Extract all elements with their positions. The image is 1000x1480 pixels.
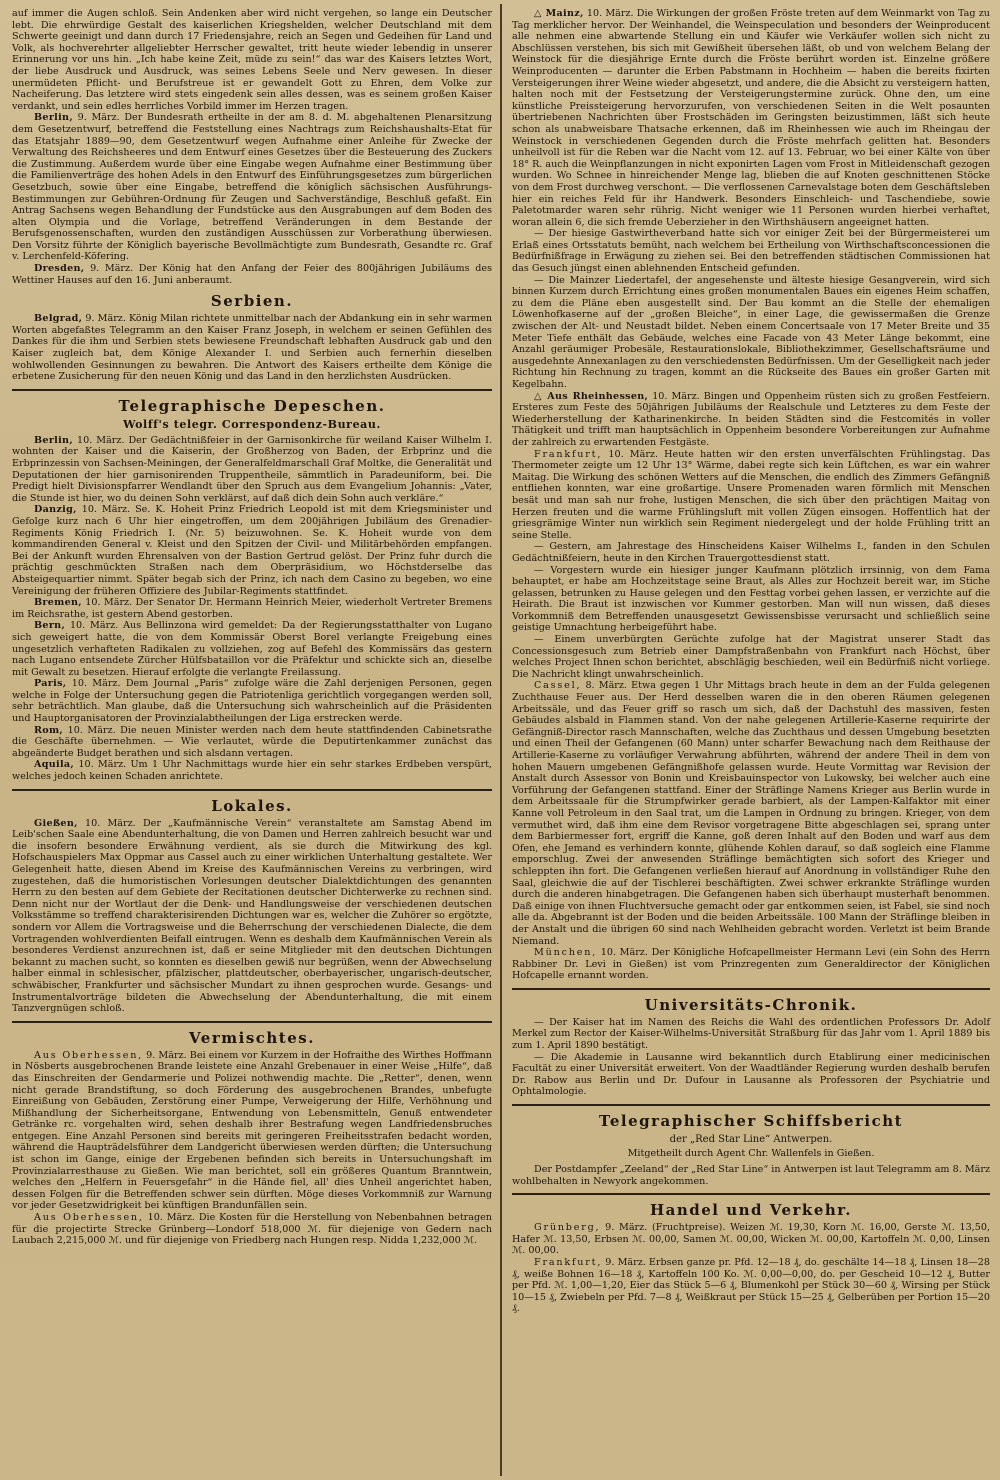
article-body: 10. März. Die Wirkungen der großen Fröste treten auf dem Weinmarkt von Tag zu Tag merklicher hervor. Der Weinhandel, die Weinspeculation und besonders der Weinproducent alle nehmen eine abwartende Stellung ein und Käufer wie Verkäufer wollen sich nicht zu Abschlüssen verstehen, bis sich mit Gewißheit übersehen läßt, ob und von welchem Belang der Weinstock für die diesjährige Ernte durch die Fröste berührt worden ist. Einzelne größere Weinproducenten — darunter die Erben Pabstmann in Hochheim — haben die bereits fixirten Versteigerungen ihrer Weine wieder abgesetzt, und andere, die die Absicht zu versteigern hatten, halten noch mit der Festsetzung der Versteigerungstermine zurück. Ohne den, um eine künstliche Preissteigerung hervorzurufen, von verschiedenen Seiten in die Welt posaunten übertriebenen Nachrichten über Frostschäden im Geringsten beizustimmen, läßt sich heute schon als unabweisbare Thatsache erkennen, daß im Rheinhessen wie auch im Rheingau der Weinstock in verschiedenen Gegenden durch die Fröste mehrfach gelitten hat. Besonders unheilvoll ist für die Reben war die Nacht vom 12. auf 13. Februar, wo bei einer Kälte von über 18° R. auch die Weinpflanzungen in nicht exponirten Lagen vom Frost in Mitleidenschaft gezogen wurden. Wo Schnee in hinreichender Menge lag, blieben die auf Knoten geschnittenen Stöcke von dem Frost durchweg verschont. — Die verflossenen Carnevalstage boten dem Geschäftsleben hier ein reiches Feld für ihr Handwerk. Besonders Einschleich- und Taschendiebe, sowie Paletotmarder waren sehr rührig. Nicht weniger wie 11 Personen wurden hierbei verhaftet, woran allein 6, die sich fremde Ueberzieher in den Wirthshäusern angeeignet hatten. [512,8,990,228]
heading-vermischtes: Vermischtes. [189,1028,315,1047]
article-body: 10. März. Aus Bellinzona wird gemeldet: Da der Regierungsstatthalter von Lugano sich geweigert hatte, die von dem Kommissär Oberst Borel verlangte Freigebung eines ungesetzlich verhafteten Radikalen zu vollziehen, zog auf Befehl des Kommissärs das gestern nach Lugano entsendete Zürcher Hülfsbataillon vor die Präfektur und schickte sich an, dieselbe mit Gewalt zu besetzen. Hierauf erfolgte die verlangte Freilassung. [12,620,492,678]
dateline: Gießen, [34,817,78,829]
column-divider [500,4,502,1476]
dateline: Aus Oberhessen, [34,1049,144,1061]
section-rule [512,1104,990,1106]
article-body: 8. März. Etwa gegen 1 Uhr Mittags brach heute in dem an der Fulda gelegenen Zuchthause Feuer aus. Der Herd desselben waren die in den oberen Räumen gelegenen Arbeitssäle, und das Feuer griff so rasch um sich, daß der Dachstuhl des massiven, festen Gebäudes alsbald in Flammen stand. Von der nahe gelegenen Artillerie-Kaserne requirirte der Gefängniß-Director rasch Mannschaften, welche das Zuchthaus und dessen Umgebung besetzten und einen Theil der Gefangenen (60 Mann) unter scharfer Bewachung nach dem Reithause der Artillerie-Kaserne zu vorläufiger Verwahrung abführten, während der andere Theil in dem von hohen Mauern umgebenen Gefängnißhofe gelassen wurde. Heute Vormittag war Revision der Anstalt durch Assessor von Bonin und Kreisbauinspector von Lukowsky, bei welcher auch eine Vorführung der Gefangenen stattfand. Einer der Sträflinge Namens Krieger aus Berlin wurde in dem Arbeitssaale für die Strumpfwirker gerade barbiert, als der Lampen-Kalfaktor mit einer Kanne voll Petroleum in den Saal trat, um die Lampen in Ordnung zu bringen. Krieger, von dem vermuthet wird, daß ihm eine dem Revisor vorgetragene Bitte abgeschlagen sei, sprang unter dem Barbiermesser fort, ergriff die Kanne, goß deren Inhalt auf den Boden und warf aus dem Ofen, ehe Jemand es verhindern konnte, glühende Kohlen darauf, so daß sogleich eine Flamme emporschlug. Zwei der anwesenden Sträflinge bemächtigten sich sofort des Krieger und schleppten ihn fort. Die Gefangenen verließen hierauf auf Anordnung in vollständiger Ruhe den Saal, gleichwie die auf der Tischlerei beschäftigten. Zwei schwer erkrankte Sträflinge wurden durch die anderen hinabgetragen. Die Gefangenen haben sich überhaupt musterhaft benommen. Daß einige von ihnen Fluchtversuche gemacht oder gar entkommen seien, ist Fabel, sie sind noch alle da. Abgebrannt ist der Boden und die beiden Arbeitssäle. 100 Mann der Sträflinge bleiben in der Anstalt und die übrigen 60 sind nach Wehlheiden gebracht worden. Verletzt ist beim Brande Niemand. [512,680,990,947]
dateline: Berlin, [34,434,73,446]
article-body: 10. März. Dem Journal „Paris“ zufolge wäre die Zahl derjenigen Personen, gegen welche in Folge der Untersuchung gegen die Patriotenliga gerichtlich vorgegangen werden soll, sehr beträchtlich. Man glaube, daß die Untersuchung sich wahrscheinlich auf die Präsidenten und Hauptorganisatoren der Provinzialabtheilungen der Liga erstrecken werde. [12,678,492,725]
article-frankfurt-preise [512,1257,990,1315]
article-univ-lausanne: — Die Akademie in Lausanne wird bekanntlich durch Etablirung einer medicinischen Facultät zu einer Universität erweitert. Von der Waadtländer Regierung wurden deshalb berufen Dr. Rabow aus Berlin und Dr. Dufour in Lausanne als Professoren der Psychiatrie und Ophtalmologie. [512,1051,990,1098]
article-body: 10. März. Um 1 Uhr Nachmittags wurde hier ein sehr starkes Erdbeben verspürt, welches jedoch keinen Schaden anrichtete. [12,759,492,783]
heading-handel-verkehr: Handel und Verkehr. [649,1201,853,1220]
article-body: 9. März. König Milan richtete unmittelbar nach der Abdankung ein in sehr warmen Worten abgefaßtes Telegramm an den Kaiser Franz Joseph, in welchem er seinen Gefühlen des Dankes für die ihm und Serbien stets bewiesene Freundschaft lebhaften Ausdruck gab und den Kaiser zugleich bat, dem Könige Alexander I. und Serbien auch fernerhin dieselben wohlwollenden Gesinnungen zu bewahren. Die Antwort des Kaisers ertheilte dem Könige die erbetene Zusicherung für den neuen König und das Land in den herzlichsten Ausdrücken. [12,313,492,383]
article-oberhessen-bahnen [12,1212,492,1247]
subheading-red-star-line: der „Red Star Line“ Antwerpen. [669,1134,833,1146]
dateline: Bremen, [34,597,82,609]
dateline: Danzig, [34,504,77,516]
heading-telegraphische-depeschen: Telegraphische Depeschen. [118,396,386,415]
dateline: Bern, [34,620,66,632]
dateline: △ Mainz, [534,8,584,19]
article-frankfurt-fruehling [512,449,990,542]
article-belgrad [12,313,492,383]
article-body: 10. März. Die neuen Minister werden nach dem heute stattfindenden Cabinetsrathe die Geschäfte übernehmen. — Wie verlautet, würde die Deputirtenkammer zunächst das abgeänderte Budget berathen und sich alsdann vertagen. [12,724,492,759]
article-paris [12,678,492,724]
article-gruenberg-preise [512,1222,990,1257]
article-body: 10. März. Der „Kaufmännische Verein“ veranstaltete am Samstag Abend im Leib'schen Saale eine Abendunterhaltung, die von Damen und Herren zahlreich besucht war und die insofern besondere Erwähnung verdient, als sie durch die Mitwirkung des kgl. Hofschauspielers Max Oppmar aus Cassel auch zu einer wirklichen Unterhaltung gestaltete. Wer Gelegenheit hatte, diesen Abend im Kreise des Kaufmännischen Vereins zu verbringen, wird zugestehen, daß die humoristischen Vorlesungen deutscher Dialektdichtungen des genannten Herrn zu den besten auf dem Gebiete der Recitationen deutscher Dichterwerke zu rechnen sind. Denn nicht nur der Wortlaut der die Denk- und Handlungsweise der verschiedenen deutschen Volksstämme so treffend charakterisirenden Dichtungen war es, welcher die Zuhörer so ergötzte, sondern vor Allem die Vortragsweise und die Beherrschung der verschiedenen Dialecte, die dem Vortragenden wohlverdienten Beifall eintrugen. Wenn es deshalb dem Kaufmännischen Verein als besonderes Verdienst anzurechnen ist, daß er seine Mitglieder mit den deutschen Dichtungen bekannt zu machen sucht, so konnten es dieselben gewiß nur begrüßen, wenn der Abwechselung halber einmal in schlesischer, pfälzischer, plattdeutscher, oberbayerischer, ungarisch-deutscher, schwäbischer, Frankfurter und sächsischer Mundart zu ihnen gesprochen wurde. Gesangs- und Instrumentalvorträge bildeten die Abwechselung der Abendunterhaltung, die mit einem Tanzvergnügen schloß. [12,817,492,1015]
section-rule [12,389,492,391]
heading-universitaets-chronik: Universitäts-Chronik. [644,995,858,1014]
article-bremen [12,597,492,620]
article-rheinhessen [512,391,990,449]
article-frankfurt-gedaechtnis: — Gestern, am Jahrestage des Hinscheidens Kaiser Wilhelms I., fanden in den Schulen Gedächtnißfeiern, heute in den Kirchen Trauergottesdienst statt. [512,541,990,564]
section-rule [512,988,990,990]
subheading-agent: Mitgetheilt durch Agent Chr. Wallenfels in Gießen. [627,1148,875,1160]
article-giessen [12,818,492,1015]
article-aquila [12,759,492,782]
article-body: 10. März. Bingen und Oppenheim rüsten sich zu großen Festfeiern. Ersteres zum Feste des 50jährigen Jubiläums der Realschule und Letzteres zu dem Feste der Wiederherstellung der Katharinenkirche. In beiden Städten sind die Festcomités in voller Thätigkeit und trifft man hauptsächlich in Oppenheim besondere Vorbereitungen zur Aufnahme der zahlreich zu erwartenden Festgäste. [512,390,990,448]
dateline: Berlin, [34,112,73,124]
article-oberhessen-brand [12,1050,492,1212]
article-frankfurt-kaufmann: — Vorgestern wurde ein hiesiger junger Kaufmann plötzlich irrsinnig, von dem Fama behauptet, er habe am Hochzeitstage seine Braut, als Alles zur Hochzeit bereit war, im Stiche gelassen, betrunken zu Hause gelegen und den Festtag vorbei gehen lassen, er verzichte auf die Heirath. Die Braut ist inzwischen vor Kummer gestorben. Man will nun wissen, daß dieses Vorkommniß dem Betreffenden unausgesetzt Gewissensbisse verursacht und schließlich seine geistige Umnachtung herbeigeführt habe. [512,564,990,634]
article-body: 9. März. Bei einem vor Kurzem in der Hofraithe des Wirthes Hoffmann in Nösberts ausgebrochenen Brande leistete eine Anzahl Grebenauer in einer Weise „Hilfe“, daß das Einschreiten der Gendarmerie und Polizei nothwendig machte. Die „Retter“, denen, wenn nicht gerade Brandstiftung, so doch Förderung des ausgebrochenen Brandes, unbefugte Einreißung von Gebäuden, Zerstörung einer Pumpe, Verweigerung der Hilfe, Verhöhnung und Mißhandlung der Sicherheitsorgane, Entwendung von Lebensmitteln, Genuß entwendeter Getränke rc. vorgehalten wird, sehen deshalb ihrer Bestrafung wegen Landfriedensbruches entgegen. Eine Anzahl Personen sind bereits mit geringeren Freiheitsstrafen bedacht worden, während die Haupträdelsführer dem Landgericht überwiesen werden dürften; die Untersuchung ist schon im Gange, einige der Ergebenen befinden sich bereits in Untersuchungshaft im Provinzialarresthause zu Gießen. Wie man berichtet, soll ein größeres Quantum Branntwein, welches den „Helfern in Feuersgefahr“ in die Hände fiel, all' dies Unheil angerichtet haben, dessen Folgen für die Betreffenden schwer sein dürften. Möge dieses Vorkommniß zur Warnung vor jeder Gesetzwidrigkeit bei künftigen Brandunfällen sein. [12,1049,492,1212]
heading-lokales: Lokales. [211,796,293,815]
dateline: München, [534,947,598,959]
subheading-wolff-bureau: Wolff's telegr. Correspondenz-Bureau. [123,417,381,431]
right-column [512,8,990,1315]
article-mainz-liedertafel: — Die Mainzer Liedertafel, der angesehenste und älteste hiesige Gesangverein, wird sich binnen Kurzem durch Errichtung eines großen monumentalen Baues ein eigenes Heim schaffen, zu dem die Pläne eben ausgestellt sind. Der Bau kommt an die Stelle der ehemaligen Löwenhofkaserne auf der „großen Bleiche“, in einer Lage, die gewissermaßen die Grenze zwischen der Alt- und Neustadt bildet. Neben einem Concertsaale von 17 Meter Breite und 35 Meter Tiefe enthält das Gebäude, welches eine Facade von 43 Meter Länge bekommt, eine Anzahl geräumiger Probesäle, Restaurationslokale, Bibliothekzimmer, Gesellschaftsräume und ausgedehnte Annexanlagen zu den verschiedensten Bedürfnissen. Um der Geselligkeit nach jeder Richtung hin Rechnung zu tragen, kommt an die Rückseite des Baues ein großer Garten mit Kegelbahn. [512,274,990,390]
article-muenchen [512,947,990,982]
article-intro: auf immer die Augen schloß. Sein Andenken aber wird nicht vergehen, so lange ein Deutscher lebt. Die ehrwürdige Gestalt des kaiserlichen Kriegshelden, welcher Deutschland mit dem Schwerte geeinigt und dann durch 17 Friedensjahre, reich an Segen und Gedeihen für Land und Volk, als hochverehrter allgeliebter Herrscher gewaltet, tritt heute wieder lebendig in unserer Erinnerung vor uns hin. „Ich habe keine Zeit, müde zu sein!“ das war des Kaisers letztes Wort, der liebe Ausdruck und Ausdruck, was seines Lebens Seele und Nerv gewesen. In dieser unermüdeten Pflicht- und Berufstreue ist er gewandelt Gott zu Ehren, dem Volke zur Nacheiferung. Das letztere wird stets eingedenk sein alles dessen, was es seinem großen Kaiser verdankt, und sein edles herrliches Vorbild immer im Herzen tragen. [12,8,492,112]
heading-schiffsbericht: Telegraphischer Schiffsbericht [598,1112,904,1131]
article-berlin-gedaechtnis [12,435,492,505]
article-dresden [12,263,492,286]
dateline: Frankfurt, [534,448,603,460]
article-body: 10. März. Der Gedächtnißfeier in der Garnisonkirche für weiland Kaiser Wilhelm I. wohnten der Kaiser und die Kaiserin, der Großherzog von Baden, der Erbprinz und die Erbprinzessin von Sachsen-Meiningen, der Generalfeldmarschall Graf Moltke, die Generalität und Deputationen der hier garnisonirenden Truppentheile, sämmtlich in Paradeuniform, bei. Die Predigt hielt Divisionspfarrer Wendlandt über den Spruch aus dem Evangelium Johannis: „Vater, die Stunde ist hier, wo du deinen Sohn verklärst, auf daß dich dein Sohn auch verkläre.“ [12,434,492,504]
article-rom [12,725,492,760]
article-univ-strassburg: — Der Kaiser hat im Namen des Reichs die Wahl des ordentlichen Professors Dr. Adolf Merkel zum Rector der Kaiser-Wilhelms-Universität Straßburg für das Jahr vom 1. April 1889 bis zum 1. April 1890 bestätigt. [512,1016,990,1052]
dateline: Belgrad, [34,313,83,325]
dateline: △ Aus Rheinhessen, [534,390,649,402]
dateline: Dresden, [34,263,85,275]
article-body: 10. März. Der Senator Dr. Hermann Heinrich Meier, wiederholt Vertreter Bremens im Reichsrathe, ist gestern Abend gestorben. [12,597,492,620]
article-berlin-bundesrath [12,112,492,263]
dateline: Aus Oberhessen, [34,1212,144,1224]
heading-serbien: Serbien. [210,292,294,311]
left-column [12,8,492,1247]
article-body: 10. März. Der Königliche Hofcapellmeister Hermann Levi (ein Sohn des Herrn Rabbiner Dr. Levi in Gießen) ist vom Prinzregenten zum Generaldirector der Königlichen Hofcapelle ernannt worden. [512,947,990,982]
article-body: 10. März. Die Kosten für die Herstellung von Nebenbahnen betragen für die projectirte Strecke Grünberg—Londorf 518,000 ℳ. für diejenige von Gedern nach Laubach 2,215,000 ℳ. und für diejenige von Friedberg nach Hungen resp. Nidda 1,232,000 ℳ. [12,1212,492,1247]
article-frankfurt-bahn: — Einem unverbürgten Gerüchte zufolge hat der Magistrat unserer Stadt das Concessionsgesuch zum Betrieb einer Dampfstraßenbahn von Frankfurt nach Höchst, über welches Project Ihnen schon berichtet, abschlägig beschieden, weil ein Bedürfniß nicht vorliege. Die Nachricht klingt unwahrscheinlich. [512,634,990,680]
article-danzig [12,504,492,597]
dateline: Grünberg, [534,1222,601,1234]
article-bern [12,620,492,678]
article-cassel [512,680,990,947]
dateline: Rom, [34,724,64,736]
dateline: Cassel, [534,680,582,692]
article-body: 9. März. Der Bundesrath ertheilte in der am 8. d. M. abgehaltenen Plenarsitzung dem Gesetzentwurf, betreffend die Feststellung eines Nachtrags zum Reichshaushalts-Etat für das Etatsjahr 1889—90, dem Gesetzentwurf wegen Aufnahme einer Anleihe für Zwecke der Verwaltung des Reichsheeres und dem Entwurf eines Gesetzes über die Besteuerung des Zuckers die Zustimmung. Außerdem wurde über eine Eingabe wegen Aufnahme einer Bestimmung über die Familienverträge des hohen Adels in den Entwurf des Einführungsgesetzes zum bürgerlichen Gesetzbuch, sowie über eine Eingabe, betreffend die königlich sächsischen Ausführungs-Bestimmungen zur Gebühren-Ordnung für Zeugen und Sachverständige, Beschluß gefaßt. Ein Antrag Sachsens wegen Behandlung der Fundstücke aus den Ausgrabungen auf dem Boden des alten Olympia und die Vorlage, betreffend Veränderungen in dem Bestande der Berufsgenossenschaften, wurden den zuständigen Ausschüssen zur Vorberathung überwiesen. Den Vorsitz führte der Königlich bayerische Bevollmächtigte zum Bundesrath, Gesandte rc. Graf v. Lerchenfeld-Köfering. [12,112,492,263]
section-rule [12,1021,492,1023]
article-body: 9. März. Der König hat den Anfang der Feier des 800jährigen Jubiläums des Wettiner Hauses auf den 16. Juni anberaumt. [12,263,492,286]
dateline: Frankfurt, [534,1257,603,1268]
article-body: 9. März. Erbsen ganze pr. Pfd. 12—18 ₰, do. geschälte 14—18 ₰, Linsen 18—28 ₰, weiße Bohnen 16—18 ₰, Kartoffeln 100 Ko. ℳ. 0,00—0,00, do. per Gescheid 10—12 ₰, Butter per Pfd. ℳ. 1,00—1,20, Eier das Stück 5—6 ₰, Blumenkohl per Stück 30—60 ₰, Wirsing per Stück 10—15 ₰, Zwiebeln per Pfd. 7—8 ₰, Weißkraut per Stück 15—25 ₰, Gelberüben per Portion 15—20 ₰. [512,1257,990,1315]
article-body: 10. März. Heute hatten wir den ersten unverfälschten Frühlingstag. Das Thermometer zeigte um 12 Uhr 13° Wärme, dabei regte sich kein Lüftchen, es war ein wahrer Maitag. Die Wirkung des schönen Wetters auf die Menschen, die endlich des Zimmers Gefängniß entfliehen konnten, war eine großartige. Unsere Promenaden waren förmlich mit Menschen besät und man sah nur frohe, lustigen Menschen, die sich über den prächtigen Maitag von Herzen freuten und die warme Frühlingsluft mit vollen Zügen einsogen. Hoffentlich hat der griesgrämige Winter nun wirklich sein Regiment niedergelegt und der holde Frühling tritt an seine Stelle. [512,448,990,541]
dateline: Aquila, [34,759,75,771]
article-mainz [512,8,990,228]
section-rule [12,789,492,791]
section-rule [512,1193,990,1195]
article-body: 10. März. Se. K. Hoheit Prinz Friedrich Leopold ist mit dem Kriegsminister und Gefolge kurz nach 6 Uhr hier eingetroffen, um dem 200jährigen Jubiläum des Grenadier-Regiments König Friedrich I. (Nr. 5) beizuwohnen. Se. K. Hoheit wurde von dem kommandirenden General v. Kleist und den Spitzen der Civil- und Militärbehörden empfangen. Bei der Ankunft wurden Ehrensalven von der Bastion Gertrud gelöst. Der Prinz fuhr durch die prächtig geschmückten Straßen nach dem Oberpräsidium, wo Höchstderselbe das Absteigequartier nimmt. Später begab sich der Prinz, ich nach dem Casino zu begeben, wo eine Vereinigung der früheren Offiziere des Jubilar-Regiments stattfindet. [12,504,492,597]
article-mainz-gastwirte: — Der hiesige Gastwirtheverband hatte sich vor einiger Zeit bei der Bürgermeisterei um Erlaß eines Ortsstatuts bemüht, nach welchem bei Ertheilung von Wirthschaftsconcessionen die Bedürfnißfrage in Erwägung zu ziehen sei. Bei den betreffenden städtischen Commissionen hat das Gesuch jüngst einen ablehnenden Entscheid gefunden. [512,228,990,275]
article-body: 9. März. (Fruchtpreise). Weizen ℳ. 19,30, Korn ℳ. 16,00, Gerste ℳ. 13,50, Hafer ℳ. 13,50, Erbsen ℳ. 00,00, Samen ℳ. 00,00, Wicken ℳ. 00,00, Kartoffeln ℳ. 0,00, Linsen ℳ. 00,00. [512,1222,990,1257]
article-zeeland: Der Postdampfer „Zeeland“ der „Red Star Line“ in Antwerpen ist laut Telegramm am 8. März wohlbehalten in Newyork angekommen. [512,1164,990,1187]
dateline: Paris, [34,678,67,690]
